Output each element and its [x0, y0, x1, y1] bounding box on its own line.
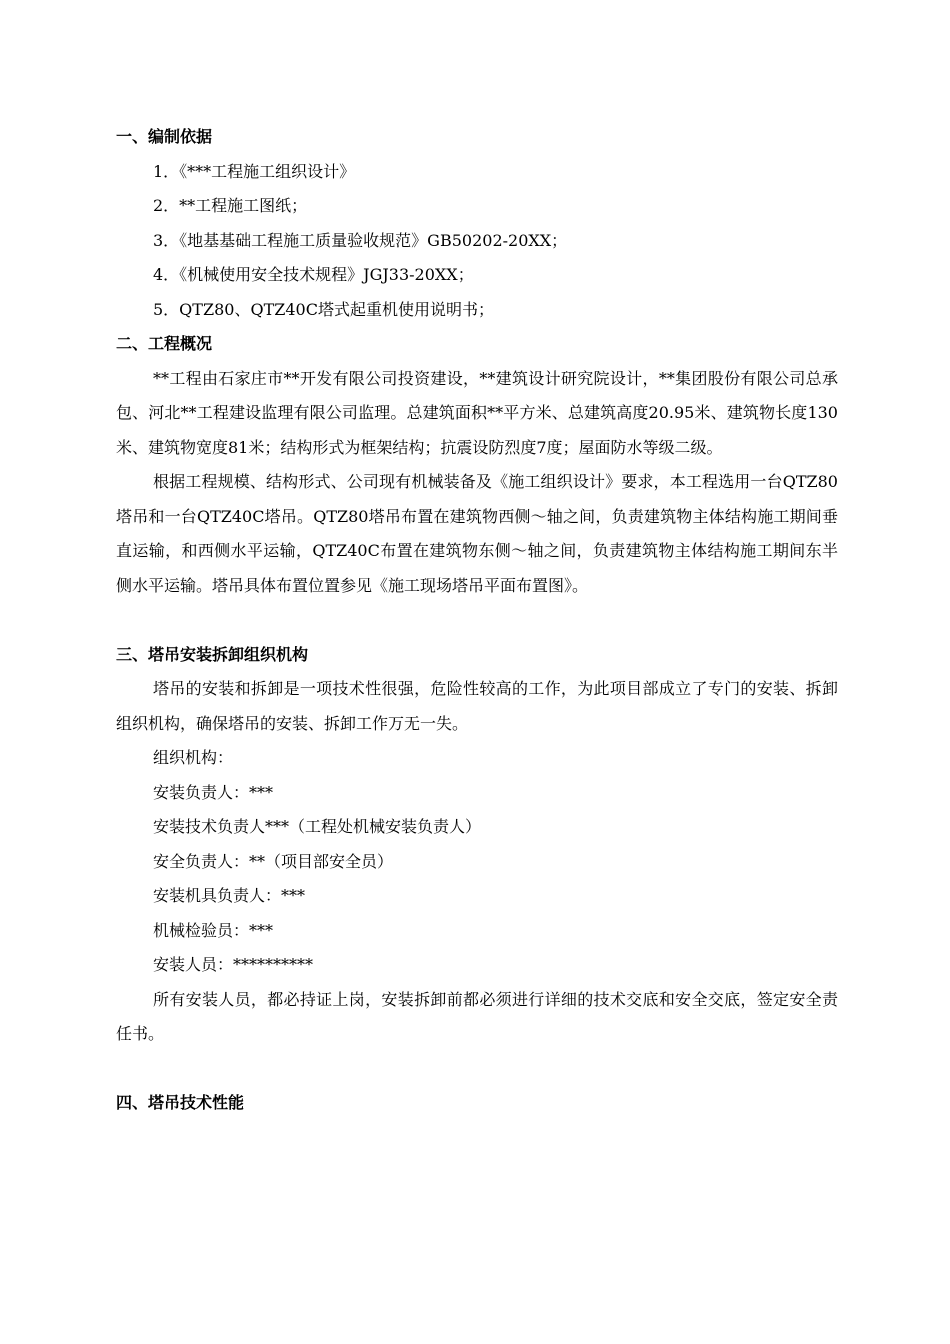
organization-paragraph-1: 塔吊的安装和拆卸是一项技术性很强，危险性较高的工作，为此项目部成立了专门的安装、拆卸组织机构，确保塔吊的安装、拆卸工作万无一失。: [116, 679, 838, 733]
blank-line: [116, 603, 838, 638]
basis-item-4: 4．《机械使用安全技术规程》JGJ33-20XX；: [153, 265, 474, 284]
section-4-title: 四、塔吊技术性能: [116, 1093, 245, 1112]
document-page: [116, 120, 838, 1121]
org-line-install-lead: 安装负责人：***: [153, 782, 274, 802]
org-line-installers: 安装人员：**********: [153, 955, 314, 974]
org-line-heading: 组织机构：: [153, 748, 234, 767]
org-line-technical-lead: 安装技术负责人***（工程处机械安装负责人）: [153, 817, 482, 836]
overview-paragraph-2: 根据工程规模、结构形式、公司现有机械装备及《施工组织设计》要求，本工程选用一台QTZ80塔吊和一台QTZ40C塔吊。QTZ80塔吊布置在建筑物西侧～轴之间，负责建筑物主体结构施工期间垂直运输，和西侧水平运输，QTZ40C布置在建筑物东侧～轴之间，负责建筑物主体结构施工期间东半侧水平运输。塔吊具体布置位置参见《施工现场塔吊平面布置图》。: [116, 472, 838, 595]
blank-line: [116, 1052, 838, 1087]
org-line-inspector: 机械检验员：***: [153, 920, 274, 940]
org-line-safety-lead: 安全负责人：**（项目部安全员）: [153, 851, 394, 871]
basis-item-5: 5．QTZ80、QTZ40C塔式起重机使用说明书；: [153, 299, 494, 319]
org-line-equipment-lead: 安装机具负责人：***: [153, 886, 306, 905]
section-3-title: 三、塔吊安装拆卸组织机构: [116, 644, 309, 664]
organization-paragraph-2: 所有安装人员，都必持证上岗，安装拆卸前都必须进行详细的技术交底和安全交底，签定安全责任书。: [116, 989, 838, 1043]
basis-item-1: 1．《***工程施工组织设计》: [153, 161, 356, 181]
overview-paragraph-1: **工程由石家庄市**开发有限公司投资建设，**建筑设计研究院设计，**集团股份有限公司总承包、河北**工程建设监理有限公司监理。总建筑面积**平方米、总建筑高度20.95米、建筑物长度130米、建筑物宽度81米；结构形式为框架结构；抗震设防烈度7度；屋面防水等级二级。: [116, 368, 838, 457]
section-1-title: 一、编制依据: [116, 127, 213, 146]
basis-item-3: 3．《地基基础工程施工质量验收规范》GB50202-20XX；: [153, 230, 568, 250]
basis-item-2: 2．**工程施工图纸；: [153, 196, 308, 215]
section-2-title: 二、工程概况: [116, 334, 213, 353]
